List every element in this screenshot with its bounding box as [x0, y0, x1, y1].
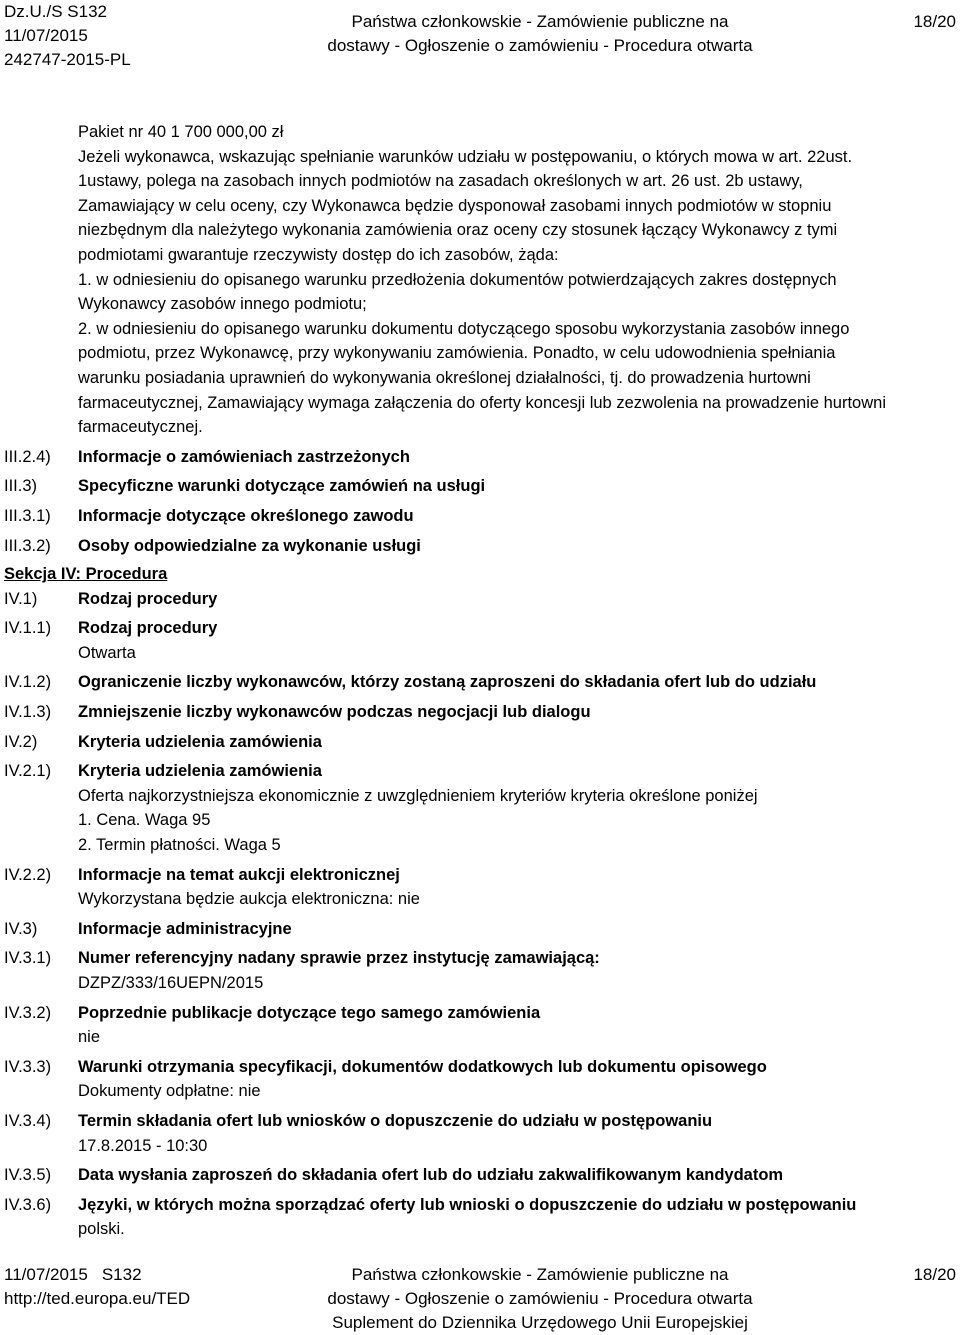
section-value: 17.8.2015 - 10:30	[78, 1136, 208, 1155]
section-iv-items	[0, 587, 960, 1242]
section-value: nie	[78, 1028, 101, 1047]
section-item	[0, 445, 960, 470]
section-item-body	[78, 616, 958, 665]
section-code: IV.1.3)	[4, 703, 52, 722]
footer-title	[300, 1263, 780, 1335]
section-code: IV.2.2)	[4, 865, 52, 884]
section-title: Ograniczenie liczby wykonawców, którzy zostaną zaproszeni do składania ofert lub do udziału	[78, 673, 817, 692]
section-code: III.3.2)	[4, 536, 51, 555]
footer-left	[4, 1263, 190, 1311]
section-item	[0, 474, 960, 499]
section-item	[0, 1055, 960, 1104]
intro-line: Jeżeli wykonawca, wskazując spełnianie warunków udziału w postępowaniu, o których mowa w art. 22ust.	[78, 147, 853, 166]
intro-line: Wykonawcy zasobów innego podmiotu;	[78, 295, 367, 314]
section-item-body	[78, 474, 958, 499]
section-value: Otwarta	[78, 643, 136, 662]
intro-paragraph	[78, 120, 950, 440]
footer-page-number: 18/20	[913, 1265, 956, 1284]
section-title: Rodzaj procedury	[78, 589, 218, 608]
section-value: 1. Cena. Waga 95	[78, 811, 211, 830]
header-page-number: 18/20	[913, 12, 956, 31]
section-item	[0, 534, 960, 559]
section-code: IV.1.1)	[4, 619, 52, 638]
section-item	[0, 946, 960, 995]
section-iv-heading: Sekcja IV: Procedura	[4, 565, 168, 584]
section-value: Wykorzystana będzie aukcja elektroniczna: nie	[78, 890, 420, 909]
section-title: Rodzaj procedury	[78, 619, 218, 638]
header-date: 11/07/2015	[4, 26, 88, 45]
section-item	[0, 1193, 960, 1242]
journal-ref: Dz.U./S S132	[4, 2, 107, 21]
intro-line: Pakiet nr 40 1 700 000,00 zł	[78, 123, 284, 141]
footer-supplement: Suplement do Dziennika Urzędowego Unii Europejskiej	[332, 1313, 748, 1332]
footer-date: 11/07/2015	[4, 1265, 88, 1284]
section-item-body	[78, 917, 958, 942]
section-value: DZPZ/333/16UEPN/2015	[78, 974, 264, 992]
section-code: IV.3.2)	[4, 1003, 52, 1022]
section-code: IV.3.3)	[4, 1057, 52, 1076]
section-item-body	[78, 1163, 958, 1188]
header-title-line-1: Państwa członkowskie - Zamówienie publiczne na	[351, 12, 729, 31]
section-code: IV.2)	[4, 732, 38, 751]
intro-line: niezbędnym dla należytego wykonania zamówienia oraz oceny czy stosunek łączący Wykonawcy z tymi	[78, 221, 838, 240]
section-code: IV.1.2)	[4, 673, 52, 692]
section-item-body	[78, 1055, 958, 1104]
section-item	[0, 1001, 960, 1050]
section-title: Specyficzne warunki dotyczące zamówień na usługi	[78, 477, 486, 496]
section-item-body	[78, 445, 958, 470]
section-code: III.2.4)	[4, 447, 51, 466]
section-item	[0, 504, 960, 529]
section-code: IV.3.4)	[4, 1111, 52, 1130]
section-code: III.3)	[4, 477, 38, 496]
section-item	[0, 670, 960, 695]
intro-line: podmiotu, przez Wykonawcę, przy wykonywaniu zamówienia. Ponadto, w celu udowodnienia spełniania	[78, 344, 836, 363]
section-title: Zmniejszenie liczby wykonawców podczas negocjacji lub dialogu	[78, 703, 591, 722]
intro-line: 1. w odniesieniu do opisanego warunku przedłożenia dokumentów potwierdzających zakres dostępnych	[78, 270, 837, 289]
section-title: Informacje administracyjne	[78, 919, 292, 938]
section-title: Kryteria udzielenia zamówienia	[78, 732, 322, 751]
footer-url: http://ted.europa.eu/TED	[4, 1289, 191, 1308]
section-item	[0, 730, 960, 755]
intro-line: 1ustawy, polega na zasobach innych podmiotów na zasadach określonych w art. 26 ust. 2b ustawy,	[78, 172, 803, 191]
intro-line: 2. w odniesieniu do opisanego warunku dokumentu dotyczącego sposobu wykorzystania zasobów innego	[78, 319, 850, 338]
header-left	[4, 0, 131, 72]
section-title: Warunki otrzymania specyfikacji, dokumentów dodatkowych lub dokumentu opisowego	[78, 1057, 767, 1076]
section-item	[0, 863, 960, 912]
section-item	[0, 700, 960, 725]
section-item-body	[78, 1109, 958, 1158]
section-code: IV.3.5)	[4, 1166, 52, 1185]
section-value: Dokumenty odpłatne: nie	[78, 1082, 261, 1101]
section-item	[0, 917, 960, 942]
section-item-body	[78, 946, 958, 995]
section-code: IV.3)	[4, 919, 38, 938]
document-body	[0, 120, 960, 1242]
section-item-body	[78, 730, 958, 755]
section-value: 2. Termin płatności. Waga 5	[78, 836, 281, 855]
section-code: III.3.1)	[4, 506, 51, 525]
section-item	[0, 587, 960, 612]
footer-series: S132	[101, 1265, 142, 1284]
section-title: Języki, w których można sporządzać oferty lub wnioski o dopuszczenie do udziału w postępowaniu	[78, 1195, 857, 1214]
section-item-body	[78, 700, 958, 725]
section-code: IV.3.1)	[4, 949, 52, 968]
intro-line: farmaceutycznej.	[78, 418, 203, 437]
footer-title-line-2: dostawy - Ogłoszenie o zamówieniu - Procedura otwarta	[327, 1289, 753, 1308]
section-item	[0, 616, 960, 665]
section-item	[0, 1109, 960, 1158]
footer-title-line-1: Państwa członkowskie - Zamówienie publiczne na	[351, 1265, 729, 1284]
section-code: IV.1)	[4, 589, 38, 608]
section-item-body	[78, 534, 958, 559]
intro-line: farmaceutycznej, Zamawiający wymaga załączenia do oferty koncesji lub zezwolenia na prowadzenie hurtowni	[78, 393, 886, 412]
intro-line: warunku posiadania uprawnień do wykonywania określonej działalności, tj. do prowadzenia hurtowni	[78, 368, 811, 387]
section-code: IV.2.1)	[4, 762, 52, 781]
section-title: Termin składania ofert lub wniosków o dopuszczenie do udziału w postępowaniu	[78, 1111, 713, 1130]
intro-line: Zamawiający w celu oceny, czy Wykonawca będzie dysponował zasobami innych podmiotów w stopniu	[78, 196, 832, 215]
notice-id: 242747-2015-PL	[4, 50, 131, 69]
section-title: Poprzednie publikacje dotyczące tego samego zamówienia	[78, 1003, 541, 1022]
section-item-body	[78, 1001, 958, 1050]
section-iii-items	[0, 445, 960, 558]
section-item-body	[78, 670, 958, 695]
section-value: polski.	[78, 1220, 125, 1239]
section-title: Kryteria udzielenia zamówienia	[78, 762, 322, 781]
section-title: Informacje na temat aukcji elektronicznej	[78, 865, 400, 884]
section-item	[0, 1163, 960, 1188]
header-title	[300, 0, 780, 55]
section-item-body	[78, 1193, 958, 1242]
section-title: Informacje o zamówieniach zastrzeżonych	[78, 447, 410, 466]
intro-line: podmiotami gwarantuje rzeczywisty dostęp do ich zasobów, żąda:	[78, 245, 559, 264]
section-item	[0, 759, 960, 857]
section-item-body	[78, 759, 958, 857]
section-title: Informacje dotyczące określonego zawodu	[78, 506, 414, 525]
section-title: Osoby odpowiedzialne za wykonanie usługi	[78, 536, 421, 555]
section-code: IV.3.6)	[4, 1195, 52, 1214]
section-item-body	[78, 863, 958, 912]
section-value: Oferta najkorzystniejsza ekonomicznie z uwzględnieniem kryteriów kryteria określone poniżej	[78, 786, 758, 805]
section-item-body	[78, 504, 958, 529]
section-item-body	[78, 587, 958, 612]
section-title: Numer referencyjny nadany sprawie przez instytucję zamawiającą:	[78, 949, 600, 968]
section-title: Data wysłania zaproszeń do składania ofert lub do udziału zakwalifikowanym kandydatom	[78, 1166, 784, 1185]
header-title-line-2: dostawy - Ogłoszenie o zamówieniu - Procedura otwarta	[327, 36, 753, 55]
